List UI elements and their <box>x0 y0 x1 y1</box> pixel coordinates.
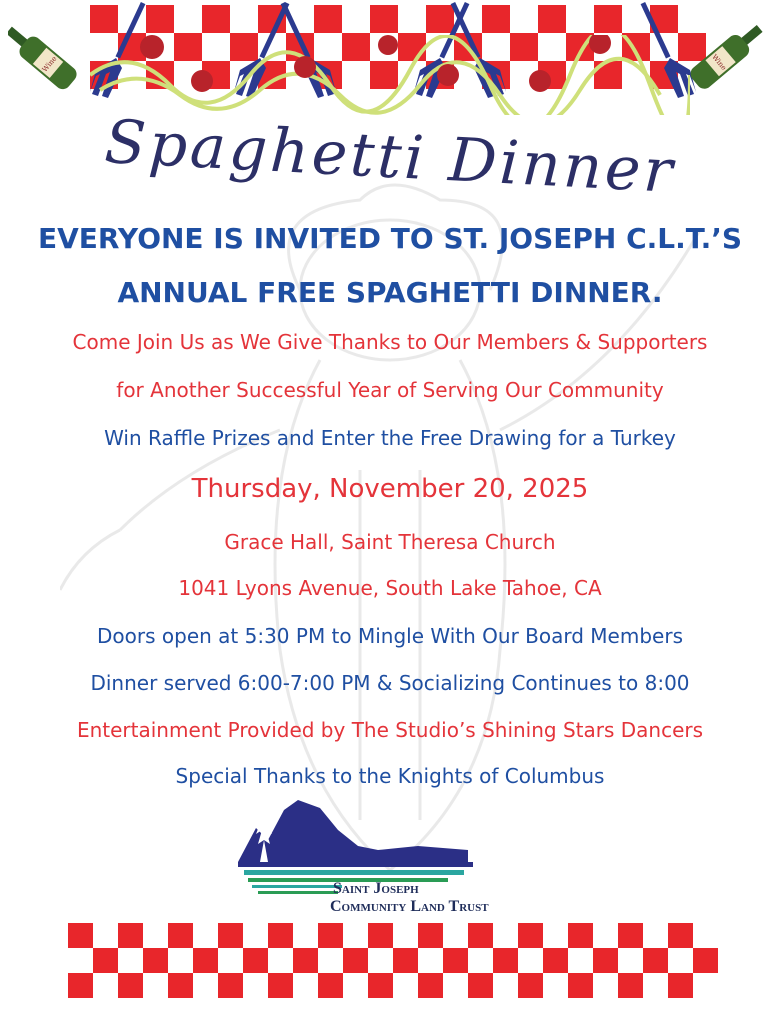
checker-square <box>618 973 643 998</box>
checker-square <box>318 923 343 948</box>
meatball-icon <box>191 70 213 92</box>
checker-square <box>318 973 343 998</box>
checker-square <box>693 948 718 973</box>
thanks-line-2: for Another Successful Year of Serving Our Community <box>116 378 664 402</box>
checker-square <box>218 973 243 998</box>
checker-square <box>118 923 143 948</box>
invite-line-1: EVERYONE IS INVITED TO ST. JOSEPH C.L.T.’S <box>37 222 743 255</box>
meatball-icon <box>140 35 164 59</box>
special-thanks-line: Special Thanks to the Knights of Columbus <box>175 764 605 788</box>
checker-square <box>538 5 566 33</box>
checker-square <box>268 923 293 948</box>
checker-square <box>418 923 443 948</box>
invite-line-2: ANNUAL FREE SPAGHETTI DINNER. <box>117 276 663 309</box>
venue-line: Grace Hall, Saint Theresa Church <box>224 530 556 554</box>
checker-square <box>468 923 493 948</box>
checker-square <box>118 973 143 998</box>
checker-square <box>418 973 443 998</box>
wine-bottle-icon <box>684 16 764 102</box>
svg-text:Wine: Wine <box>710 53 728 72</box>
checker-square <box>618 923 643 948</box>
checker-square <box>218 923 243 948</box>
meatball-icon <box>437 64 459 86</box>
dinner-line: Dinner served 6:00-7:00 PM & Socializing Continues to 8:00 <box>90 671 690 695</box>
checker-square <box>68 973 93 998</box>
checker-square <box>443 948 468 973</box>
event-title: Spaghetti Dinner <box>102 107 677 207</box>
entertainment-line: Entertainment Provided by The Studio’s Shining Stars Dancers <box>76 718 704 742</box>
checker-square <box>343 948 368 973</box>
checker-square <box>393 948 418 973</box>
checker-square <box>368 973 393 998</box>
address-line: 1041 Lyons Avenue, South Lake Tahoe, CA <box>178 576 602 600</box>
checker-square <box>668 923 693 948</box>
checker-square <box>193 948 218 973</box>
meatball-icon <box>294 56 316 78</box>
checker-square <box>168 923 193 948</box>
doors-line: Doors open at 5:30 PM to Mingle With Our Board Members <box>97 624 683 648</box>
svg-text:Wine: Wine <box>40 54 59 74</box>
checker-square <box>243 948 268 973</box>
wine-bottle-icon <box>8 18 78 98</box>
checker-square <box>594 5 622 33</box>
checker-square <box>643 948 668 973</box>
logo-text-line-1: Saint Joseph <box>333 880 419 897</box>
bottom-checkered-banner <box>0 918 780 998</box>
raffle-line: Win Raffle Prizes and Enter the Free Drawing for a Turkey <box>104 426 676 450</box>
checker-square <box>293 948 318 973</box>
checker-square <box>368 923 393 948</box>
checker-square <box>593 948 618 973</box>
checker-square <box>518 973 543 998</box>
checker-square <box>143 948 168 973</box>
checker-square <box>370 5 398 33</box>
checker-square <box>493 948 518 973</box>
clt-logo <box>238 800 538 920</box>
event-date: Thursday, November 20, 2025 <box>191 474 589 504</box>
checker-square <box>568 923 593 948</box>
meatball-icon <box>378 35 398 55</box>
checker-square <box>202 5 230 33</box>
lake-icon <box>244 870 464 875</box>
meatball-icon <box>529 70 551 92</box>
checker-square <box>543 948 568 973</box>
thanks-line-1: Come Join Us as We Give Thanks to Our Members & Supporters <box>72 330 708 354</box>
logo-text-line-2: Community Land Trust <box>330 898 489 915</box>
checker-square <box>93 948 118 973</box>
checker-square <box>518 923 543 948</box>
checker-square <box>268 973 293 998</box>
meatball-icon <box>589 35 611 54</box>
checker-square <box>568 973 593 998</box>
checker-square <box>68 923 93 948</box>
checker-square <box>168 973 193 998</box>
checker-square <box>668 973 693 998</box>
checker-square <box>468 973 493 998</box>
